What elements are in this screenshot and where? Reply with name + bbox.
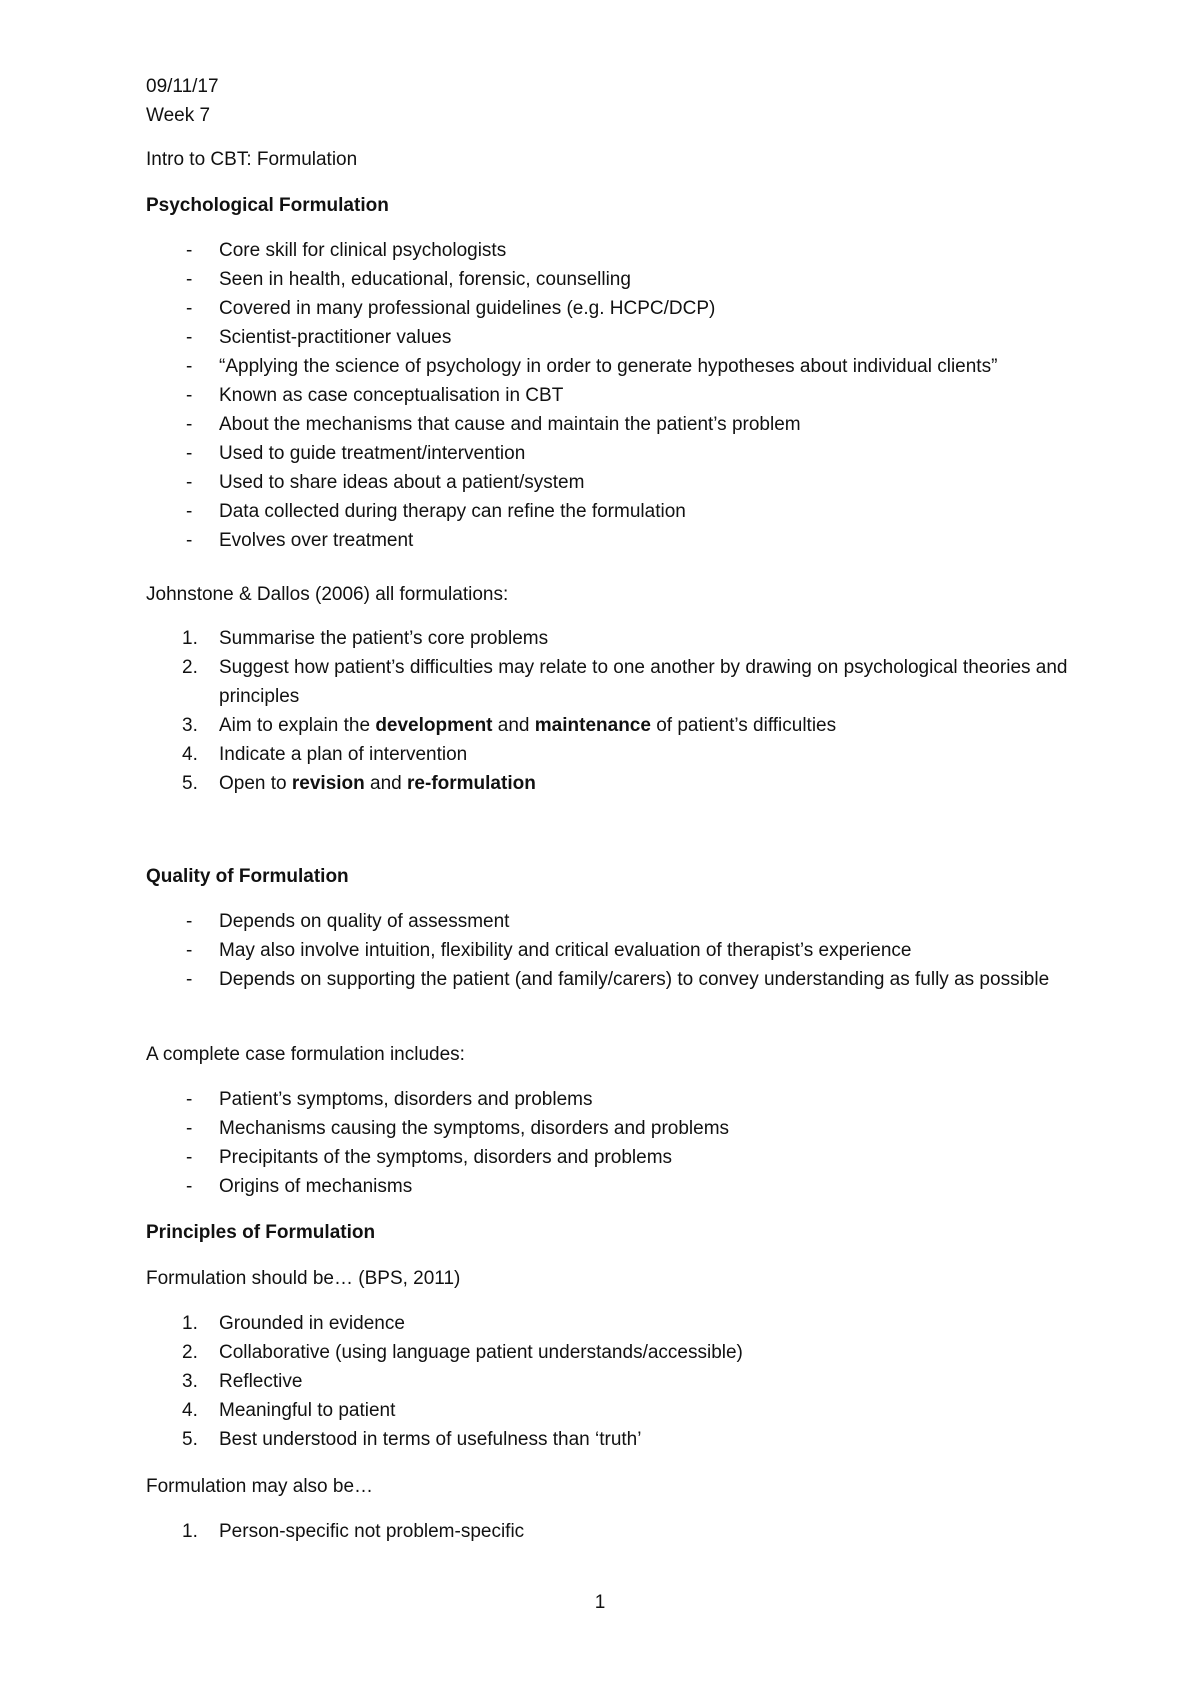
principles-list	[146, 1309, 1126, 1454]
heading-psychological-formulation: Psychological Formulation	[146, 195, 389, 216]
list-number: 4.	[182, 1400, 198, 1421]
list-item: 1. Summarise the patient’s core problems	[146, 624, 1126, 653]
list-item: - Known as case conceptualisation in CBT	[146, 381, 1126, 410]
bullet-marker: -	[186, 911, 193, 932]
list-item: - May also involve intuition, flexibility and critical evaluation of therapist’s experience	[146, 936, 1126, 965]
bullet-marker: -	[186, 356, 193, 377]
list-item: - Scientist-practitioner values	[146, 323, 1126, 352]
list-number: 5.	[182, 773, 198, 794]
list-number: 1.	[182, 628, 198, 649]
bullet-marker: -	[186, 1176, 193, 1197]
list-item: 3. Reflective	[146, 1367, 1126, 1396]
list-item: - Depends on quality of assessment	[146, 907, 1126, 936]
list-item: 3. Aim to explain the development and maintenance of patient’s difficulties	[146, 711, 1126, 740]
bullet-marker: -	[186, 240, 193, 261]
johnstone-list	[146, 624, 1126, 798]
list-number: 1.	[182, 1521, 198, 1542]
bullet-marker: -	[186, 969, 193, 990]
list-number: 5.	[182, 1429, 198, 1450]
list-number: 4.	[182, 744, 198, 765]
bullet-marker: -	[186, 414, 193, 435]
bullet-marker: -	[186, 1147, 193, 1168]
list-item: - About the mechanisms that cause and maintain the patient’s problem	[146, 410, 1126, 439]
list-item: 2. Suggest how patient’s difficulties may relate to one another by drawing on psychological theories and principles	[146, 653, 1126, 711]
list-item: 1. Person-specific not problem-specific	[146, 1517, 1126, 1546]
heading-quality-of-formulation: Quality of Formulation	[146, 866, 349, 887]
bullet-marker: -	[186, 385, 193, 406]
heading-principles-of-formulation: Principles of Formulation	[146, 1222, 376, 1243]
bullet-marker: -	[186, 530, 193, 551]
list-number: 3.	[182, 1371, 198, 1392]
list-item: - Patient’s symptoms, disorders and problems	[146, 1085, 1126, 1114]
may-also-list	[146, 1517, 1126, 1546]
bullet-marker: -	[186, 940, 193, 961]
bullet-marker: -	[186, 1118, 193, 1139]
principles-intro: Formulation should be… (BPS, 2011)	[146, 1268, 461, 1289]
list-item: - Precipitants of the symptoms, disorders and problems	[146, 1143, 1126, 1172]
bullet-marker: -	[186, 298, 193, 319]
list-item: - Used to guide treatment/intervention	[146, 439, 1126, 468]
psychological-formulation-list	[146, 236, 1126, 555]
bullet-marker: -	[186, 327, 193, 348]
header	[146, 72, 1126, 130]
bullet-marker: -	[186, 443, 193, 464]
list-number: 2.	[182, 657, 198, 678]
list-item: - Used to share ideas about a patient/system	[146, 468, 1126, 497]
page-number: 1	[594, 1592, 606, 1613]
list-item: 4. Meaningful to patient	[146, 1396, 1126, 1425]
bullet-marker: -	[186, 472, 193, 493]
week-label: Week 7	[146, 105, 211, 126]
list-number: 2.	[182, 1342, 198, 1363]
list-item: - Mechanisms causing the symptoms, disorders and problems	[146, 1114, 1126, 1143]
list-number: 3.	[182, 715, 198, 736]
list-item: 2. Collaborative (using language patient understands/accessible)	[146, 1338, 1126, 1367]
list-item: - Seen in health, educational, forensic, counselling	[146, 265, 1126, 294]
date: 09/11/17	[146, 76, 219, 97]
list-item: - Covered in many professional guidelines (e.g. HCPC/DCP)	[146, 294, 1126, 323]
list-item: 1. Grounded in evidence	[146, 1309, 1126, 1338]
bullet-marker: -	[186, 1089, 193, 1110]
may-also-intro: Formulation may also be…	[146, 1476, 374, 1497]
complete-formulation-intro: A complete case formulation includes:	[146, 1044, 465, 1065]
list-item: - “Applying the science of psychology in order to generate hypotheses about individual clients”	[146, 352, 1126, 381]
list-item: - Data collected during therapy can refine the formulation	[146, 497, 1126, 526]
list-item: - Core skill for clinical psychologists	[146, 236, 1126, 265]
list-item: 5. Best understood in terms of usefulness than ‘truth’	[146, 1425, 1126, 1454]
list-item: 5. Open to revision and re-formulation	[146, 769, 1126, 798]
list-item: 4. Indicate a plan of intervention	[146, 740, 1126, 769]
complete-formulation-list	[146, 1085, 1126, 1201]
quality-list	[146, 907, 1126, 1023]
bullet-marker: -	[186, 269, 193, 290]
list-item: - Evolves over treatment	[146, 526, 1126, 555]
bullet-marker: -	[186, 501, 193, 522]
list-item: - Origins of mechanisms	[146, 1172, 1126, 1201]
list-item: - Depends on supporting the patient (and family/carers) to convey understanding as fully as possible	[146, 965, 1126, 1023]
page-title: Intro to CBT: Formulation	[146, 149, 358, 170]
list-number: 1.	[182, 1313, 198, 1334]
johnstone-intro: Johnstone & Dallos (2006) all formulations:	[146, 584, 509, 605]
